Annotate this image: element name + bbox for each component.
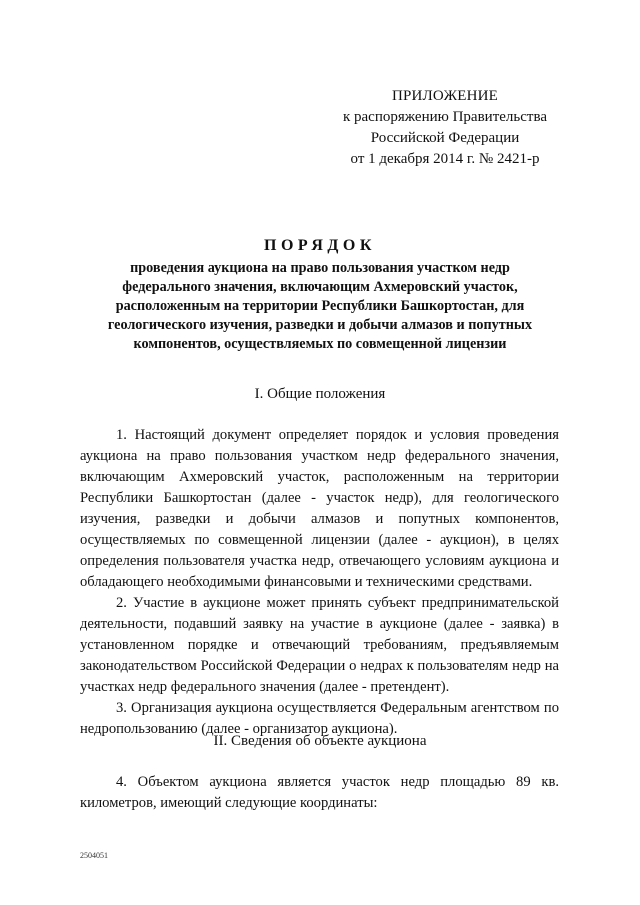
paragraph-1: 1. Настоящий документ определяет порядок и условия проведения аукциона на право пользования участком недр федерального значения, включающим Ахмеровский участок, расположенным на территории Республики Башкортостан (далее - участок недр), для геологического изучения, разведки и добычи алмазов и попутных компонентов, осуществляемых по совмещенной лицензии (далее - аукцион), в целях определения пользователя участка недр, отвечающего условиям аукциона и обладающего необходимыми финансовыми и техническими средствами. bbox=[80, 427, 559, 590]
appendix-block bbox=[330, 86, 560, 170]
paragraph-2: 2. Участие в аукционе может принять субъект предпринимательской деятельности, подавший заявку на участие в аукционе (далее - заявка) в установленном порядке и отвечающий требованиям, предъявляемым законодательством Российской Федерации о недрах к пользователям недр на участках недр федерального значения (далее - претендент). bbox=[80, 595, 559, 695]
document-title bbox=[85, 233, 555, 354]
appendix-line-date: от 1 декабря 2014 г. № 2421-р bbox=[350, 151, 540, 167]
section-1-body bbox=[80, 425, 559, 740]
title-word: ПОРЯДОК bbox=[264, 237, 376, 254]
title-subtitle: проведения аукциона на право пользования участком недр федерального значения, включающим Ахмеровский участок, расположенным на территории Республики Башкортостан, для геологического изучения, разведки и добычи алмазов и попутных компонентов, осуществляемых по совмещенной лицензии bbox=[107, 260, 533, 352]
section-heading-1: I. Общие положения bbox=[254, 386, 386, 402]
document-code: 2504051 bbox=[80, 851, 108, 860]
section-2-body bbox=[80, 772, 559, 814]
appendix-line-decree: к распоряжению Правительства bbox=[342, 109, 547, 125]
paragraph-4: 4. Объектом аукциона является участок недр площадью 89 кв. километров, имеющий следующие координаты: bbox=[80, 774, 559, 811]
appendix-heading: ПРИЛОЖЕНИЕ bbox=[391, 88, 499, 104]
paragraph-3: 3. Организация аукциона осуществляется Федеральным агентством по недропользованию (далее - организатор аукциона). bbox=[80, 700, 559, 737]
section-heading-2: II. Сведения об объекте аукциона bbox=[213, 733, 427, 749]
appendix-line-federation: Российской Федерации bbox=[370, 130, 520, 146]
